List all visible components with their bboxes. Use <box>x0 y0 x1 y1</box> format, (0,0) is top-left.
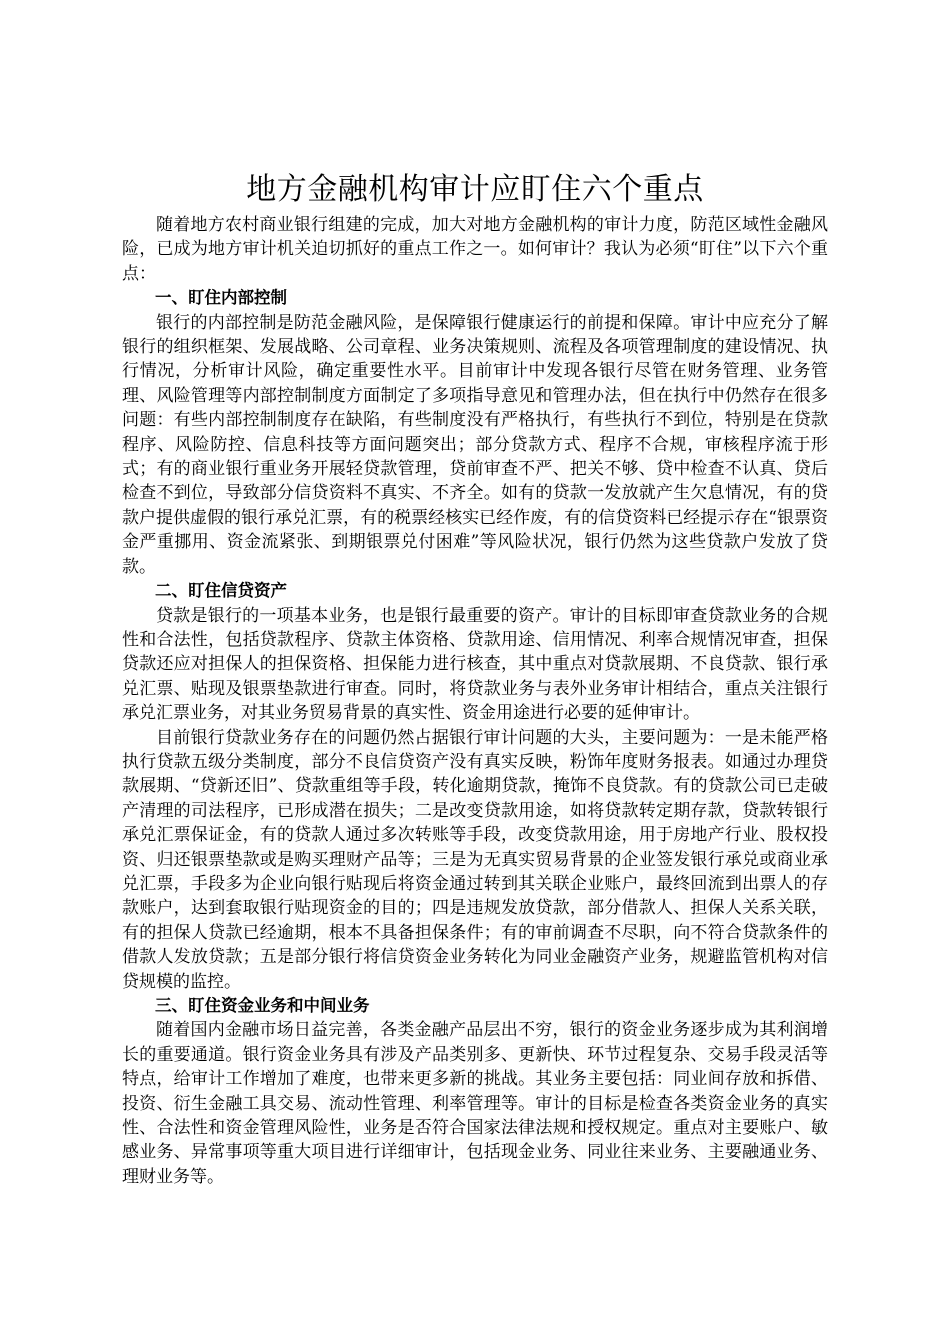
section-heading: 三、盯住资金业务和中间业务 <box>155 996 370 1015</box>
section-credit-assets <box>122 579 828 994</box>
section-heading: 一、盯住内部控制 <box>155 288 287 308</box>
section-paragraph: 贷款是银行的一项基本业务，也是银行最重要的资产。审计的目标即审查贷款业务的合规性和合法性，包括贷款程序、贷款主体资格、贷款用途、信用情况、利率合规情况审查，担保贷款还应对担保人的担保资格、担保能力进行核查，其中重点对贷款展期、不良贷款、银行承兑汇票、贴现及银票垫款进行审查。同时，将贷款业务与表外业务审计相结合，重点关注银行承兑汇票业务，对其业务贸易背景的真实性、资金用途进行必要的延伸审计。 <box>122 605 828 724</box>
document-body <box>122 171 828 1189</box>
section-heading: 二、盯住信贷资产 <box>155 581 287 601</box>
section-funds-business <box>122 994 828 1189</box>
document-title: 地方金融机构审计应盯住六个重点 <box>246 172 704 207</box>
section-internal-control <box>122 286 828 579</box>
section-paragraph: 随着国内金融市场日益完善，各类金融产品层出不穷，银行的资金业务逐步成为其利润增长的重要通道。银行资金业务具有涉及产品类别多、更新快、环节过程复杂、交易手段灵活等特点，给审计工作增加了难度，也带来更多新的挑战。其业务主要包括：同业间存放和拆借、投资、衍生金融工具交易、流动性管理、利率管理等。审计的目标是检查各类资金业务的真实性、合法性和资金管理风险性，业务是否符合国家法律法规和授权规定。重点对主要账户、敏感业务、异常事项等重大项目进行详细审计，包括现金业务、同业往来业务、主要融通业务、理财业务等。 <box>122 1020 828 1187</box>
intro-paragraph: 随着地方农村商业银行组建的完成，加大对地方金融机构的审计力度，防范区域性金融风险，已成为地方审计机关迫切抓好的重点工作之一。如何审计？我认为必须“盯住”以下六个重点： <box>122 215 828 284</box>
section-paragraph: 银行的内部控制是防范金融风险，是保障银行健康运行的前提和保障。审计中应充分了解银行的组织框架、发展战略、公司章程、业务决策规则、流程及各项管理制度的建设情况、执行情况，分析审计风险，确定重要性水平。目前审计中发现各银行尽管在财务管理、业务管理、风险管理等内部控制制度方面制定了多项指导意见和管理办法，但在执行中仍然存在很多问题：有些内部控制制度存在缺陷，有些制度没有严格执行，有些执行不到位，特别是在贷款程序、风险防控、信息科技等方面问题突出；部分贷款方式、程序不合规，审核程序流于形式；有的商业银行重业务开展轻贷款管理，贷前审查不严、把关不够、贷中检查不认真、贷后检查不到位，导致部分信贷资料不真实、不齐全。如有的贷款一发放就产生欠息情况，有的贷款户提供虚假的银行承兑汇票，有的税票经核实已经作废，有的信贷资料已经提示存在“银票资金严重挪用、资金流紧张、到期银票兑付困难”等风险状况，银行仍然为这些贷款户发放了贷款。 <box>122 312 828 577</box>
section-paragraph: 目前银行贷款业务存在的问题仍然占据银行审计问题的大头，主要问题为：一是未能严格执行贷款五级分类制度，部分不良信贷资产没有真实反映，粉饰年度财务报表。如通过办理贷款展期、“贷新还旧”、贷款重组等手段，转化逾期贷款，掩饰不良贷款。有的贷款公司已走破产清理的司法程序，已形成潜在损失；二是改变贷款用途，如将贷款转定期存款，贷款转银行承兑汇票保证金，有的贷款人通过多次转账等手段，改变贷款用途，用于房地产行业、股权投资、归还银票垫款或是购买理财产品等；三是为无真实贸易背景的企业签发银行承兑或商业承兑汇票，手段多为企业向银行贴现后将资金通过转到其关联企业账户，最终回流到出票人的存款账户，达到套取银行贴现资金的目的；四是违规发放贷款，部分借款人、担保人关系关联，有的担保人贷款已经逾期，根本不具备担保条件；有的审前调查不尽职，向不符合贷款条件的借款人发放贷款；五是部分银行将信贷资金业务转化为同业金融资产业务，规避监管机构对信贷规模的监控。 <box>122 727 828 992</box>
